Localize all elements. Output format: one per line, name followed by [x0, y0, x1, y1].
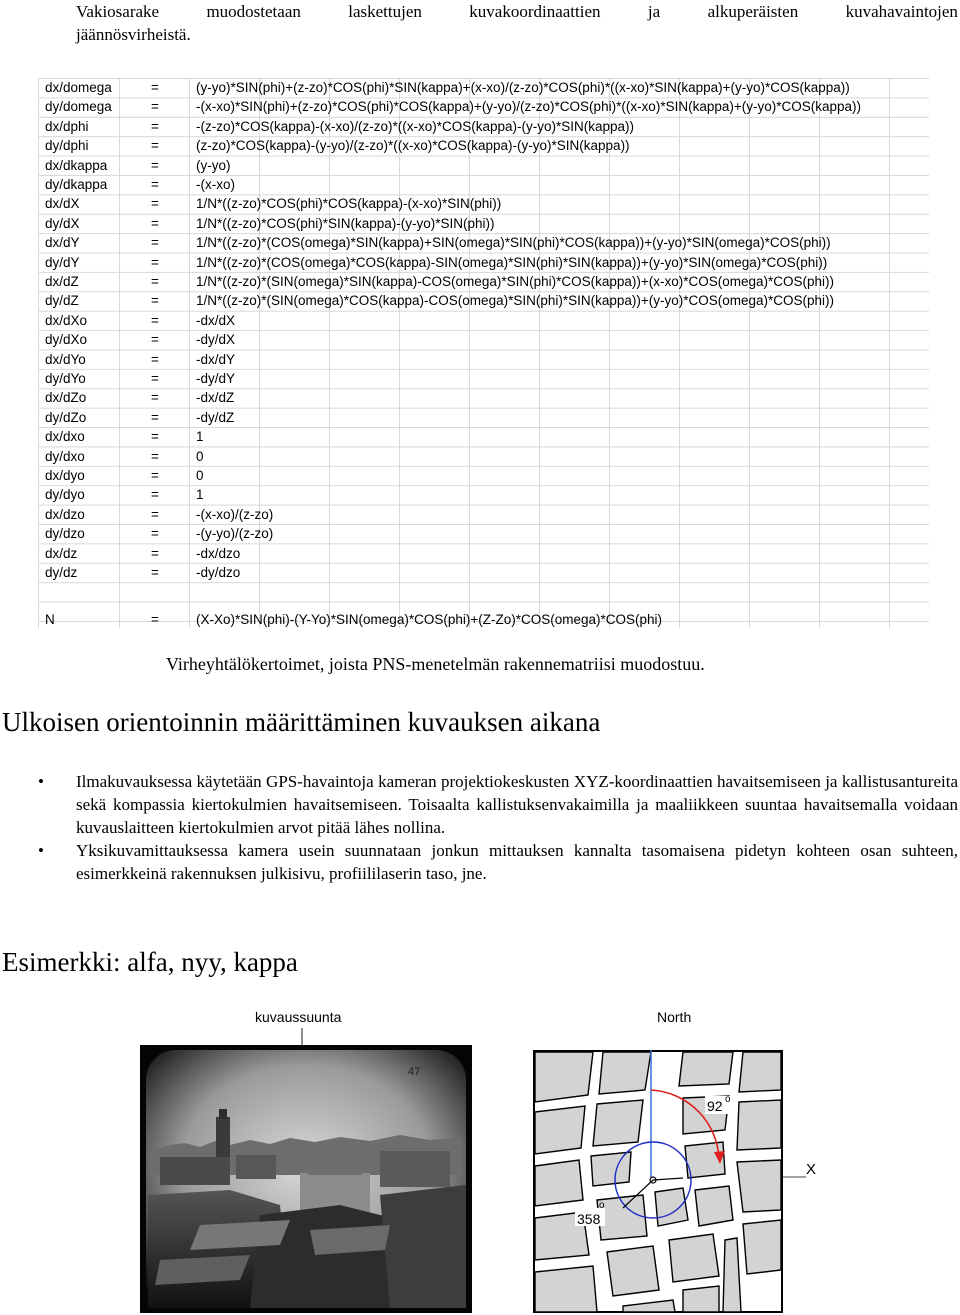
formula-rhs: -dx/dY [196, 351, 236, 367]
formula-equals: = [151, 274, 159, 289]
formula-equals: = [151, 254, 159, 270]
formula-lhs: dy/dZ [45, 293, 79, 309]
formula-equals: = [151, 99, 159, 115]
grid-column-line [749, 78, 750, 628]
formula-rhs: 1 [196, 429, 204, 445]
grid-column-line [889, 78, 890, 628]
formula-rhs: (z-zo)*COS(kappa)-(y-yo)/(z-zo)*((x-xo)*COS(kappa)-(y-yo)*SIN(kappa)) [196, 138, 630, 154]
formula-rhs: -(x-xo)/(z-zo) [196, 506, 274, 522]
formula-lhs: dx/dxo [45, 429, 85, 445]
formula-rhs: -dy/dZ [196, 409, 235, 425]
formula-equals: = [151, 196, 159, 212]
formula-rhs: (y-yo)*SIN(phi)+(z-zo)*COS(phi)*SIN(kappa)+(x-xo)/(z-zo)*COS(phi)*((x-xo)*SIN(kappa)+(y-yo)*COS(kappa)) [196, 80, 850, 95]
formula-lhs: dy/dZo [45, 409, 87, 425]
aerial-photo [140, 1045, 472, 1313]
formula-equals: = [151, 118, 159, 134]
photo-direction-label: kuvaussuunta [255, 1009, 342, 1025]
bullet-item [0, 770, 958, 839]
formula-lhs: dy/domega [45, 99, 112, 115]
intro-word: kuvahavaintojen [845, 2, 958, 21]
formula-rhs: 1 [196, 487, 204, 503]
formula-equals: = [151, 487, 159, 503]
formula-rhs: 1/N*((z-zo)*(SIN(omega)*COS(kappa)-COS(omega)*SIN(phi)*SIN(kappa))+(y-yo)*COS(omega)*COS(phi)) [196, 293, 835, 309]
formula-equals: = [151, 429, 159, 445]
formula-lhs: dx/dY [45, 235, 80, 251]
formula-rhs: -dx/dZ [196, 390, 235, 406]
formula-lhs: N [45, 611, 55, 627]
section-heading-example: Esimerkki: alfa, nyy, kappa [2, 947, 298, 977]
section-heading-orientation: Ulkoisen orientoinnin määrittäminen kuvauksen aikana [2, 707, 601, 737]
formula-lhs: dy/dz [45, 565, 78, 580]
degree-symbol: o [599, 1200, 605, 1211]
formula-equals: = [151, 332, 159, 348]
grid-column-line [119, 78, 120, 628]
formula-equals: = [151, 177, 159, 192]
intro-word: ja [647, 2, 661, 21]
formula-spreadsheet [38, 78, 929, 628]
angle-358-label: 358 [577, 1211, 601, 1227]
formula-equals: = [151, 80, 159, 95]
formula-rhs: -dy/dzo [196, 565, 241, 580]
grid-column-line [399, 78, 400, 628]
formula-lhs: dy/dxo [45, 448, 85, 464]
formula-lhs: dy/dyo [45, 487, 85, 503]
formula-rhs: 1/N*((z-zo)*(COS(omega)*SIN(kappa)+SIN(omega)*SIN(phi)*COS(kappa))+(y-yo)*SIN(omega)*COS(phi)) [196, 235, 831, 251]
formula-rhs: 1/N*((z-zo)*(COS(omega)*COS(kappa)-SIN(omega)*SIN(phi)*SIN(kappa))+(y-yo)*SIN(omega)*COS(phi)) [196, 254, 828, 270]
formula-equals: = [151, 312, 159, 328]
formula-rhs: 1/N*((z-zo)*(SIN(omega)*SIN(kappa)-COS(omega)*SIN(phi)*COS(kappa))+(x-xo)*COS(omega)*COS(phi)) [196, 274, 835, 289]
formula-rhs: 0 [196, 448, 204, 464]
intro-word: Vakiosarake [76, 2, 160, 21]
formula-lhs: dy/dX [45, 215, 80, 231]
formula-equals: = [151, 565, 159, 580]
formula-lhs: dy/dzo [45, 526, 85, 542]
formula-equals: = [151, 235, 159, 251]
street-map [533, 1050, 783, 1313]
intro-word: alkuperäisten [707, 2, 799, 21]
formula-rhs: -dy/dX [196, 332, 236, 348]
formula-equals: = [151, 448, 159, 464]
formula-lhs: dx/dkappa [45, 157, 108, 173]
formula-lhs: dx/dX [45, 196, 80, 212]
formula-rhs: -dx/dzo [196, 545, 241, 561]
formula-rhs: (X-Xo)*SIN(phi)-(Y-Yo)*SIN(omega)*COS(phi)+(Z-Zo)*COS(omega)*COS(phi) [196, 611, 662, 627]
formula-equals: = [151, 468, 159, 483]
formula-rhs: 0 [196, 468, 204, 483]
x-axis-line [780, 1174, 806, 1180]
formula-rhs: (y-yo) [196, 157, 231, 173]
formula-rhs: -(x-xo)*SIN(phi)+(z-zo)*COS(phi)*COS(kappa)+(y-yo)/(z-zo)*COS(phi)*((x-xo)*SIN(kappa)+(y-yo)*COS(kappa)) [196, 99, 862, 115]
formula-lhs: dy/dkappa [45, 177, 108, 192]
formula-lhs: dx/dphi [45, 118, 89, 134]
bullet-icon: • [38, 772, 44, 791]
formula-lhs: dy/dY [45, 254, 80, 270]
formula-lhs: dx/dZo [45, 390, 87, 406]
intro-word: kuvakoordinaattien [469, 2, 601, 21]
formula-rhs: 1/N*((z-zo)*COS(phi)*COS(kappa)-(x-xo)*SIN(phi)) [196, 196, 502, 212]
degree-symbol: o [725, 1094, 731, 1105]
grid-column-line [679, 78, 680, 628]
bullet-icon: • [38, 841, 44, 860]
grid-column-line [609, 78, 610, 628]
formula-lhs: dx/dXo [45, 312, 88, 328]
bullet-text: Yksikuvamittauksessa kamera usein suunnataan jonkun mittauksen kannalta tasomaisena pidetyn kohteen osan suhteen, esimerkkeinä rakennuksen julkisivu, profiililaserin taso, jne. [76, 841, 958, 883]
formula-lhs: dx/domega [45, 80, 112, 95]
formula-rhs: -dx/dX [196, 312, 236, 328]
grid-column-line [329, 78, 330, 628]
bullet-text: Ilmakuvauksessa käytetään GPS-havaintoja kameran projektiokeskusten XYZ-koordinaattien havaitsemiseen ja kallistusantureita sekä kompassia kiertokulmien havaitsemiseen. Toisaalta kallistuksenvakaimilla ja maaliikkeen suuntaa havaitsemalla voidaan kuvauslaitteen kiertokulmien arvot pitää lähes nollina. [76, 772, 958, 837]
intro-paragraph [76, 0, 958, 46]
intro-word: laskettujen [348, 2, 422, 21]
formula-lhs: dx/dz [45, 545, 78, 561]
angle-92-label: 92 [707, 1098, 723, 1114]
grid-column-line [539, 78, 540, 628]
formula-rhs: -(x-xo) [196, 177, 235, 192]
formula-lhs: dy/dphi [45, 138, 89, 154]
formula-equals: = [151, 351, 159, 367]
formula-lhs: dx/dzo [45, 506, 85, 522]
formula-rhs: -(y-yo)/(z-zo) [196, 526, 274, 542]
formula-equals: = [151, 545, 159, 561]
formula-lhs: dx/dYo [45, 351, 86, 367]
north-label: North [657, 1009, 692, 1025]
intro-word: muodostetaan [206, 2, 301, 21]
intro-line-2: jäännösvirheistä. [76, 25, 191, 44]
formula-equals: = [151, 293, 159, 309]
formula-lhs: dx/dyo [45, 468, 85, 483]
formula-equals: = [151, 371, 159, 386]
formula-equals: = [151, 138, 159, 154]
formula-rhs: -dy/dY [196, 371, 236, 386]
bullet-item [0, 839, 958, 885]
formula-rhs: 1/N*((z-zo)*COS(phi)*SIN(kappa)-(y-yo)*SIN(phi)) [196, 215, 495, 231]
photo-frame-mark: 47 [408, 1066, 421, 1078]
bullet-list [0, 770, 958, 885]
formula-lhs: dx/dZ [45, 274, 79, 289]
formula-equals: = [151, 390, 159, 406]
formula-lhs: dy/dXo [45, 332, 88, 348]
grid-column-line [469, 78, 470, 628]
formula-lhs: dy/dYo [45, 371, 86, 386]
formula-equals: = [151, 409, 159, 425]
formula-rhs: -(z-zo)*COS(kappa)-(x-xo)/(z-zo)*((x-xo)*COS(kappa)-(y-yo)*SIN(kappa)) [196, 118, 635, 134]
x-axis-label: X [806, 1161, 817, 1178]
grid-column-line [189, 78, 190, 628]
intro-line-1 [76, 0, 958, 23]
formula-equals: = [151, 506, 159, 522]
spreadsheet-caption: Virheyhtälökertoimet, joista PNS-menetelmän rakennematriisi muodostuu. [166, 654, 705, 674]
grid-column-line [259, 78, 260, 628]
formula-equals: = [151, 215, 159, 231]
formula-equals: = [151, 157, 159, 173]
formula-equals: = [151, 526, 159, 542]
grid-column-line [819, 78, 820, 628]
formula-equals: = [151, 611, 159, 627]
